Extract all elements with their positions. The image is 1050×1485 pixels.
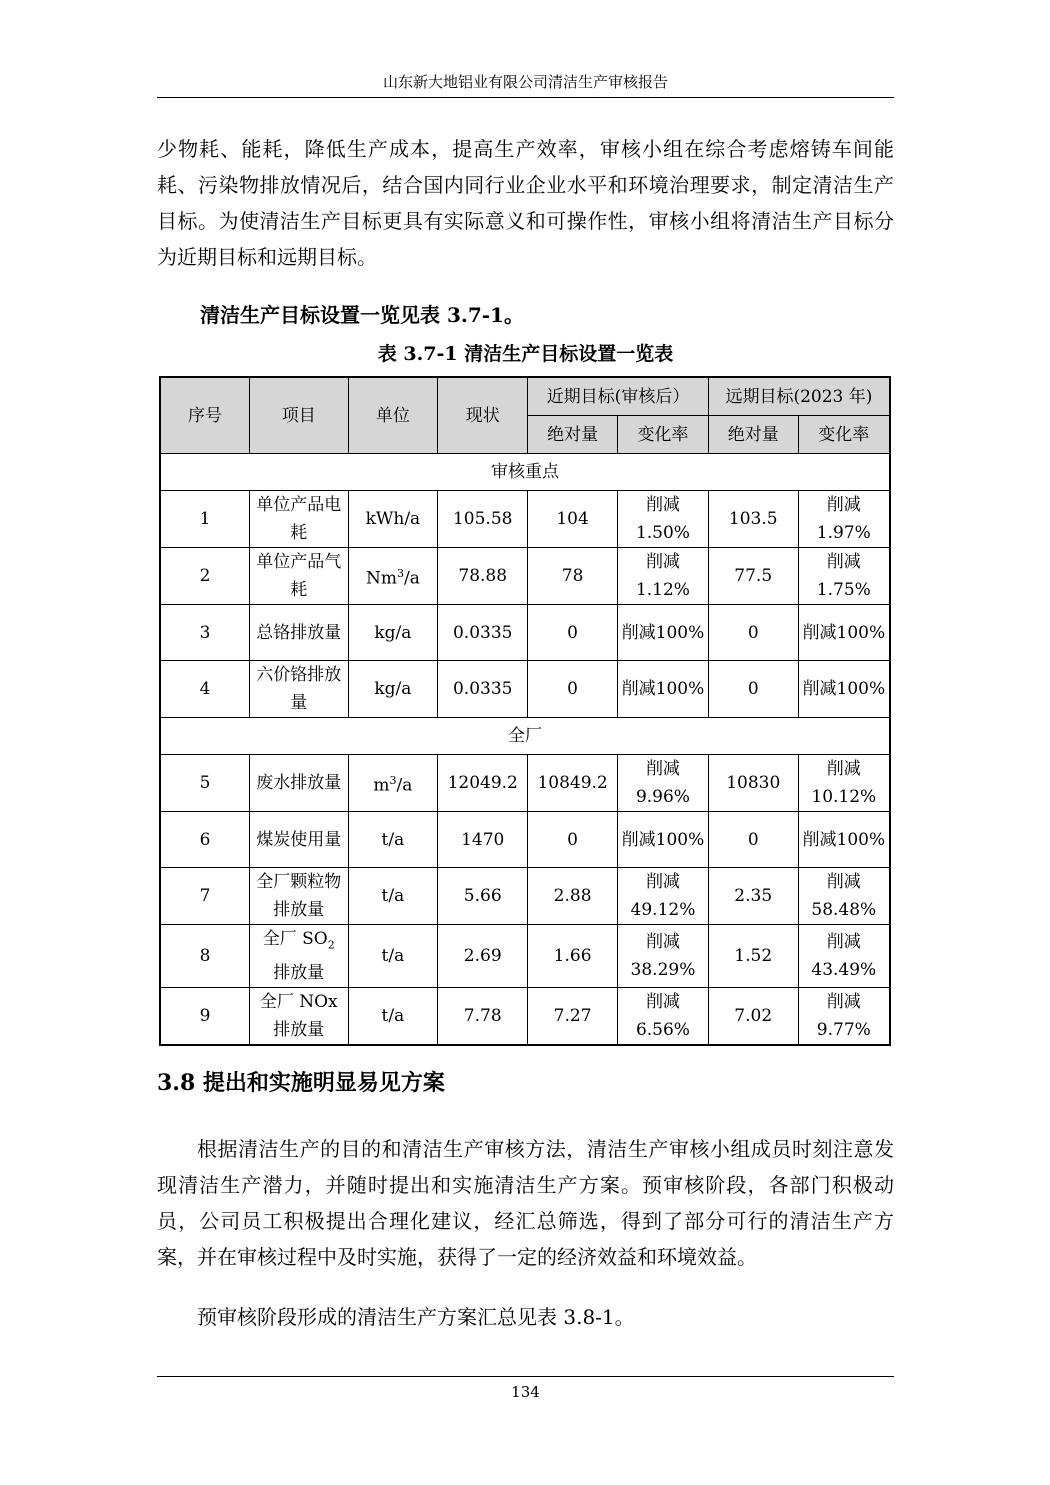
unit-superscript: 3 (389, 773, 397, 787)
table-row (160, 925, 890, 988)
cell-unit: t/a (348, 812, 438, 868)
cell-near-abs: 7.27 (528, 988, 618, 1046)
cell-near-abs: 2.88 (528, 868, 618, 925)
cell-far-rate: 削减1.75% (798, 548, 890, 605)
unit-text: m (373, 775, 390, 796)
section-row-audit-focus: 审核重点 (160, 454, 890, 491)
cell-unit: kg/a (348, 661, 438, 718)
unit-text: /a (396, 775, 413, 796)
table-row (160, 988, 890, 1046)
cell-seq: 5 (160, 755, 249, 812)
cell-far-abs: 0 (708, 661, 798, 718)
cell-current: 5.66 (438, 868, 528, 925)
table-row (160, 812, 890, 868)
cell-near-rate: 削减6.56% (618, 988, 709, 1046)
table-reference-line: 清洁生产目标设置一览见表 3.7-1。 (200, 303, 524, 327)
cell-current: 7.78 (438, 988, 528, 1046)
header-far-rate: 变化率 (798, 416, 890, 454)
cell-near-abs: 0 (528, 605, 618, 661)
header-far-target: 远期目标(2023 年) (708, 377, 890, 416)
header-current: 现状 (438, 377, 528, 454)
cell-seq: 9 (160, 988, 249, 1046)
cell-unit: kWh/a (348, 491, 438, 548)
footer-divider (157, 1376, 894, 1377)
header-item: 项目 (249, 377, 348, 454)
cell-current: 0.0335 (438, 605, 528, 661)
cell-near-abs: 104 (528, 491, 618, 548)
cell-unit (348, 755, 438, 812)
cell-item: 废水排放量 (249, 755, 348, 812)
cell-far-rate: 削减43.49% (798, 925, 890, 988)
table-caption: 表 3.7-1 清洁生产目标设置一览表 (377, 343, 674, 365)
table-row (160, 661, 890, 718)
header-near-target: 近期目标(审核后） (528, 377, 709, 416)
cell-near-rate: 削减100% (618, 605, 709, 661)
table-row (160, 755, 890, 812)
page-header: 山东新大地铝业有限公司清洁生产审核报告 (382, 73, 668, 91)
cell-unit: t/a (348, 868, 438, 925)
header-near-absolute: 绝对量 (528, 416, 618, 454)
cell-item: 单位产品气耗 (249, 548, 348, 605)
cell-seq: 6 (160, 812, 249, 868)
cell-far-abs: 0 (708, 605, 798, 661)
unit-superscript: 3 (396, 566, 404, 580)
header-seq: 序号 (160, 377, 249, 454)
cell-far-rate: 削减9.77% (798, 988, 890, 1046)
cell-near-abs: 10849.2 (528, 755, 618, 812)
table-row (160, 548, 890, 605)
header-near-rate: 变化率 (618, 416, 709, 454)
cell-current: 78.88 (438, 548, 528, 605)
cell-current: 2.69 (438, 925, 528, 988)
table-row (160, 605, 890, 661)
header-unit: 单位 (348, 377, 438, 454)
cell-near-abs: 0 (528, 661, 618, 718)
cell-item: 单位产品电耗 (249, 491, 348, 548)
cell-seq: 8 (160, 925, 249, 988)
cell-seq: 4 (160, 661, 249, 718)
item-subscript: 2 (327, 938, 335, 952)
cell-far-rate: 削减100% (798, 661, 890, 718)
cell-far-rate: 削减58.48% (798, 868, 890, 925)
table-row (160, 491, 890, 548)
cell-far-abs: 77.5 (708, 548, 798, 605)
cell-item: 六价铬排放量 (249, 661, 348, 718)
cell-near-rate: 削减9.96% (618, 755, 709, 812)
cell-item: 全厂 NOx排放量 (249, 988, 348, 1046)
cell-seq: 7 (160, 868, 249, 925)
unit-text: Nm (365, 568, 397, 589)
cell-near-rate: 削减1.50% (618, 491, 709, 548)
item-text: 全厂 SO (262, 929, 328, 949)
table-row (160, 868, 890, 925)
cell-near-rate: 削减49.12% (618, 868, 709, 925)
cell-far-abs: 2.35 (708, 868, 798, 925)
cell-far-rate: 削减100% (798, 605, 890, 661)
cell-seq: 3 (160, 605, 249, 661)
cell-current: 12049.2 (438, 755, 528, 812)
cell-unit (348, 548, 438, 605)
header-divider (157, 97, 894, 98)
cell-far-rate: 削减100% (798, 812, 890, 868)
cell-far-abs: 10830 (708, 755, 798, 812)
intro-paragraph: 少物耗、能耗，降低生产成本，提高生产效率，审核小组在综合考虑熔铸车间能耗、污染物排放情况后，结合国内同行业企业水平和环境治理要求，制定清洁生产目标。为使清洁生产目标更具有实际意义和可操作性，审核小组将清洁生产目标分为近期目标和远期目标。 (157, 137, 894, 269)
cell-far-rate: 削减1.97% (798, 491, 890, 548)
cell-seq: 1 (160, 491, 249, 548)
cell-unit: t/a (348, 925, 438, 988)
cell-item: 全厂颗粒物排放量 (249, 868, 348, 925)
header-far-absolute: 绝对量 (708, 416, 798, 454)
cell-far-abs: 0 (708, 812, 798, 868)
cell-far-rate: 削减10.12% (798, 755, 890, 812)
cell-current: 0.0335 (438, 661, 528, 718)
body-paragraph: 根据清洁生产的目的和清洁生产审核方法，清洁生产审核小组成员时刻注意发现清洁生产潜力，并随时提出和实施清洁生产方案。预审核阶段，各部门积极动员，公司员工积极提出合理化建议，经汇总筛选，得到了部分可行的清洁生产方案，并在审核过程中及时实施，获得了一定的经济效益和环境效益。 (157, 1137, 894, 1269)
cell-near-abs: 1.66 (528, 925, 618, 988)
item-text: 排放量 (273, 963, 325, 984)
cell-current: 1470 (438, 812, 528, 868)
cell-item: 煤炭使用量 (249, 812, 348, 868)
cell-current: 105.58 (438, 491, 528, 548)
unit-text: /a (403, 568, 420, 589)
cell-item: 总铬排放量 (249, 605, 348, 661)
cell-seq: 2 (160, 548, 249, 605)
goal-table (159, 376, 891, 1046)
section-row-whole-plant: 全厂 (160, 718, 890, 755)
cell-near-rate: 削减1.12% (618, 548, 709, 605)
cell-item (249, 925, 348, 988)
cell-unit: kg/a (348, 605, 438, 661)
section-heading: 3.8 提出和实施明显易见方案 (157, 1070, 445, 1096)
cell-far-abs: 103.5 (708, 491, 798, 548)
cell-near-abs: 78 (528, 548, 618, 605)
cell-far-abs: 7.02 (708, 988, 798, 1046)
cell-unit: t/a (348, 988, 438, 1046)
page-number: 134 (511, 1383, 540, 1401)
cell-far-abs: 1.52 (708, 925, 798, 988)
cell-near-abs: 0 (528, 812, 618, 868)
body-paragraph-reference: 预审核阶段形成的清洁生产方案汇总见表 3.8-1。 (197, 1305, 635, 1329)
cell-near-rate: 削减100% (618, 661, 709, 718)
cell-near-rate: 削减100% (618, 812, 709, 868)
cell-near-rate: 削减38.29% (618, 925, 709, 988)
